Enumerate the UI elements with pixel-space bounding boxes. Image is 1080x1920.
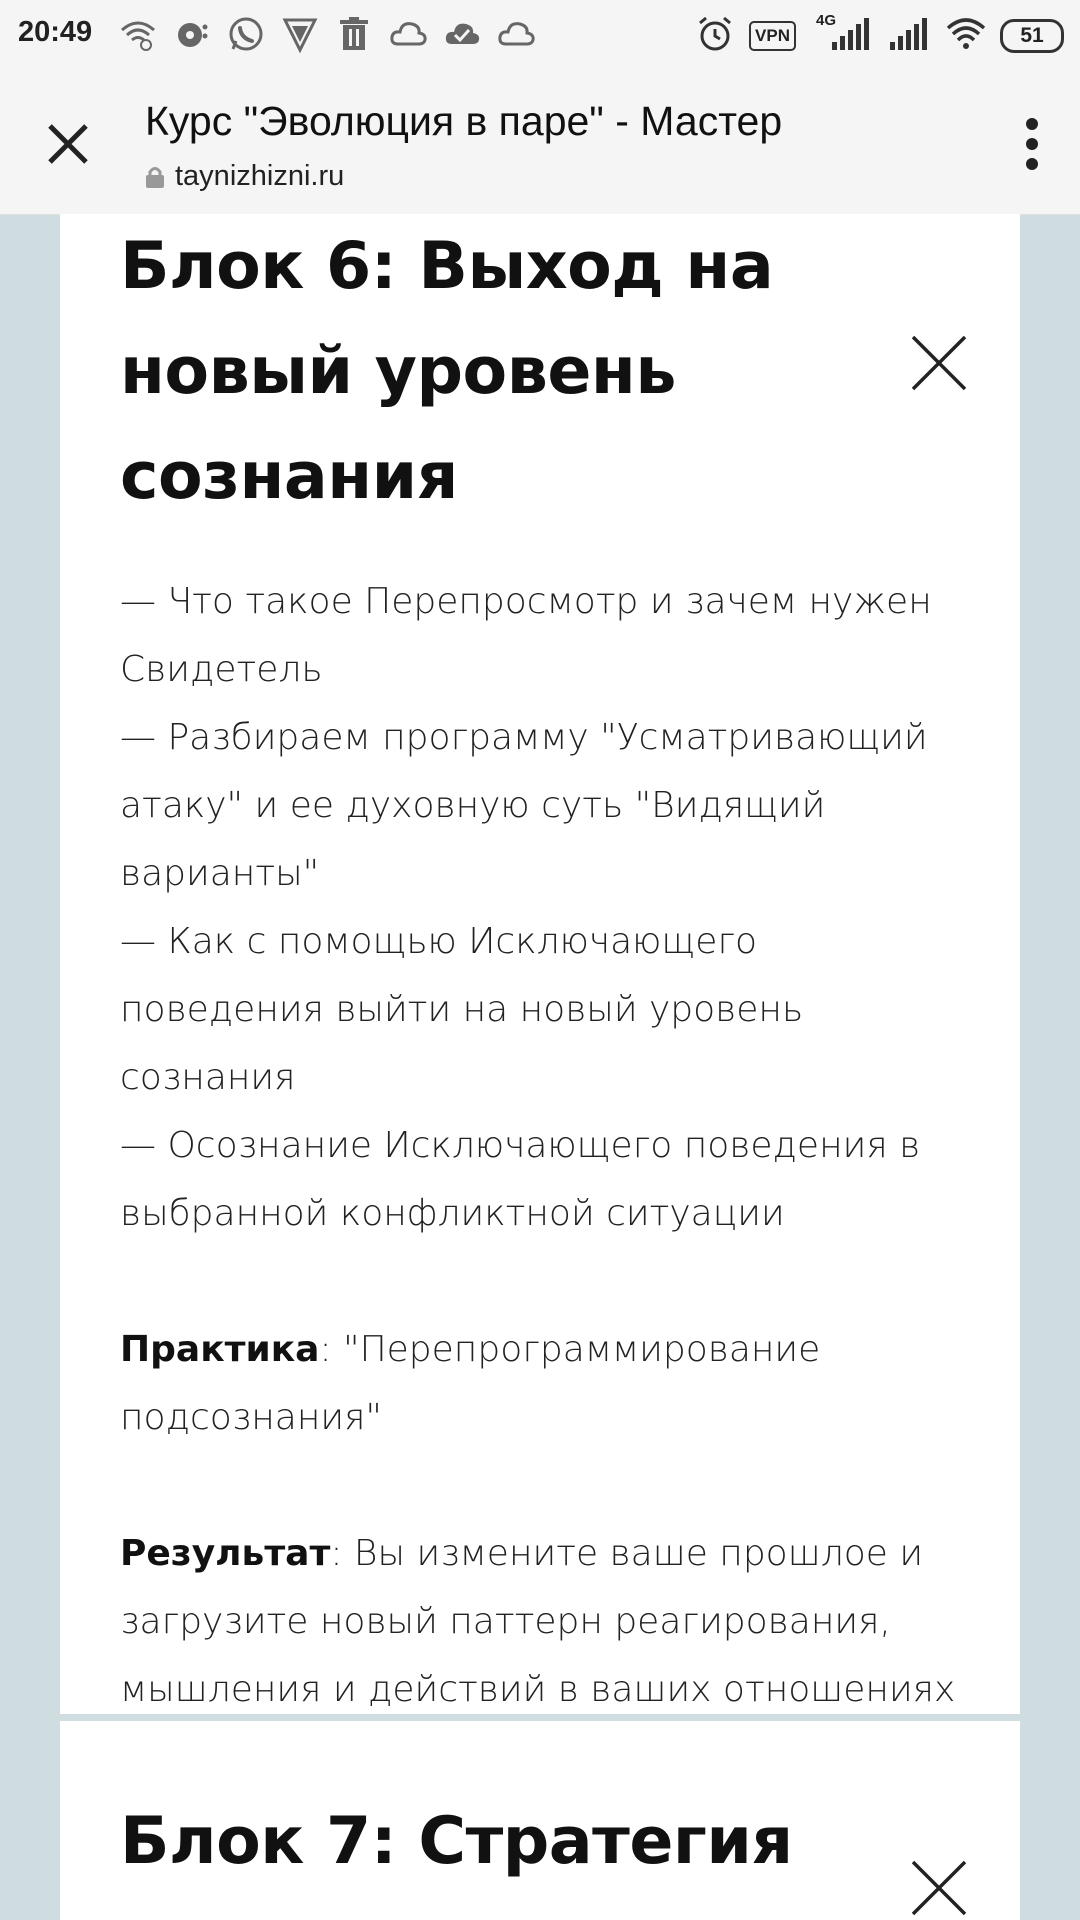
page-title: Курс "Эволюция в паре" - Мастер [145, 98, 783, 144]
trash-icon [334, 14, 374, 54]
cloud-icon [388, 14, 428, 54]
battery-indicator: 51 [1000, 19, 1064, 53]
cloud-check-icon [442, 14, 482, 54]
clock: 20:49 [18, 16, 93, 48]
wifi-share-icon [118, 14, 158, 54]
result-text: : Вы измените ваше прошлое и загрузите новый паттерн реагирования, мышления и действий в ваших отношениях [120, 1533, 956, 1710]
topic-item: — Как с помощью Исключающего поведения выйти на новый уровень сознания [120, 921, 804, 1098]
block-content [120, 568, 970, 1724]
topic-item: — Осознание Исключающего поведения в выбранной конфликтной ситуации [120, 1125, 921, 1234]
course-block-6 [60, 214, 1020, 1714]
vpn-shield-icon [280, 14, 320, 54]
status-bar [0, 0, 1080, 72]
more-options-icon[interactable] [1020, 116, 1044, 172]
system-icons [695, 14, 1064, 54]
close-block-icon[interactable] [910, 1859, 968, 1917]
signal-icon [810, 14, 874, 54]
close-tab-icon[interactable] [44, 120, 92, 168]
whatsapp-icon [226, 14, 266, 54]
network-type: 4G [810, 14, 874, 54]
block-heading: Блок 6: Выход на новый уровень сознания [120, 229, 774, 514]
close-block-icon[interactable] [910, 334, 968, 392]
practice-line [120, 1316, 970, 1452]
course-block-7 [60, 1721, 1020, 1920]
topic-item: — Что такое Перепросмотр и зачем нужен Свидетель [120, 581, 932, 690]
sync-icon [172, 14, 212, 54]
result-label: Результат [120, 1533, 331, 1574]
wifi-icon [946, 14, 986, 54]
practice-text: : "Перепрограммирование подсознания" [120, 1329, 821, 1438]
cloud-upload-icon [496, 14, 536, 54]
page-url: taynizhizni.ru [175, 160, 345, 192]
notification-icons [118, 14, 536, 54]
practice-label: Практика [120, 1329, 320, 1370]
block-heading: Блок 7: Стратегия [120, 1804, 793, 1879]
alarm-icon [695, 14, 735, 54]
vpn-badge: VPN [749, 21, 796, 51]
lock-icon [145, 165, 165, 189]
signal-icon [888, 14, 932, 54]
browser-toolbar [0, 72, 1080, 215]
url-row [145, 160, 344, 193]
topic-item: — Разбираем программу "Усматривающий атаку" и ее духовную суть "Видящий варианты" [120, 717, 928, 894]
result-line [120, 1520, 970, 1724]
